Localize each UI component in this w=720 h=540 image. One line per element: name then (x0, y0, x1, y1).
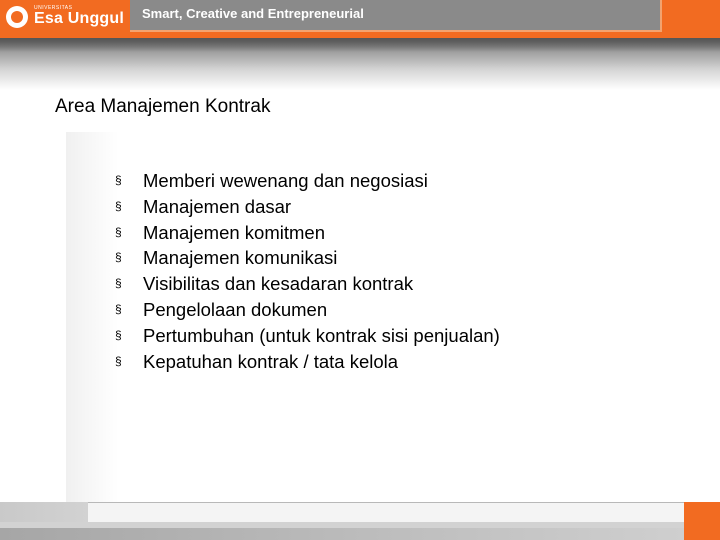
footer-orange-accent (684, 502, 720, 540)
tagline-panel (130, 0, 662, 32)
university-emblem-icon (6, 6, 28, 28)
bullet-text: Memberi wewenang dan negosiasi (143, 170, 428, 191)
university-logo (0, 0, 128, 38)
bullet-text: Pertumbuhan (untuk kontrak sisi penjualan) (143, 324, 500, 346)
bullet-text: Visibilitas dan kesadaran kontrak (143, 273, 414, 295)
tagline: Smart, Creative and Entrepreneurial (142, 6, 364, 21)
bullet-text: Kepatuhan kontrak / tata kelola (143, 350, 399, 372)
bullet-icon: § (115, 301, 122, 316)
footer-panel (88, 502, 684, 523)
header-right-accent (664, 0, 720, 38)
header-banner (0, 0, 720, 38)
bullet-icon: § (115, 224, 122, 239)
bullet-text: Manajemen dasar (143, 195, 292, 217)
bullet-icon: § (115, 250, 122, 265)
bullet-icon: § (115, 276, 122, 291)
footer-accent-line (0, 528, 684, 540)
bullet-text: Manajemen komunikasi (143, 247, 338, 269)
bullet-icon: § (115, 353, 122, 368)
slide-title: Area Manajemen Kontrak (55, 96, 271, 117)
bullet-icon: § (115, 173, 122, 187)
bullet-text: Pengelolaan dokumen (143, 298, 328, 320)
header-shadow (0, 38, 720, 52)
bullet-icon: § (115, 198, 122, 213)
bullet-text: Manajemen komitmen (143, 221, 325, 243)
logo-subtext: UNIVERSITAS (34, 5, 73, 11)
bullet-icon: § (115, 327, 122, 342)
logo-text: Esa Unggul (34, 10, 125, 27)
